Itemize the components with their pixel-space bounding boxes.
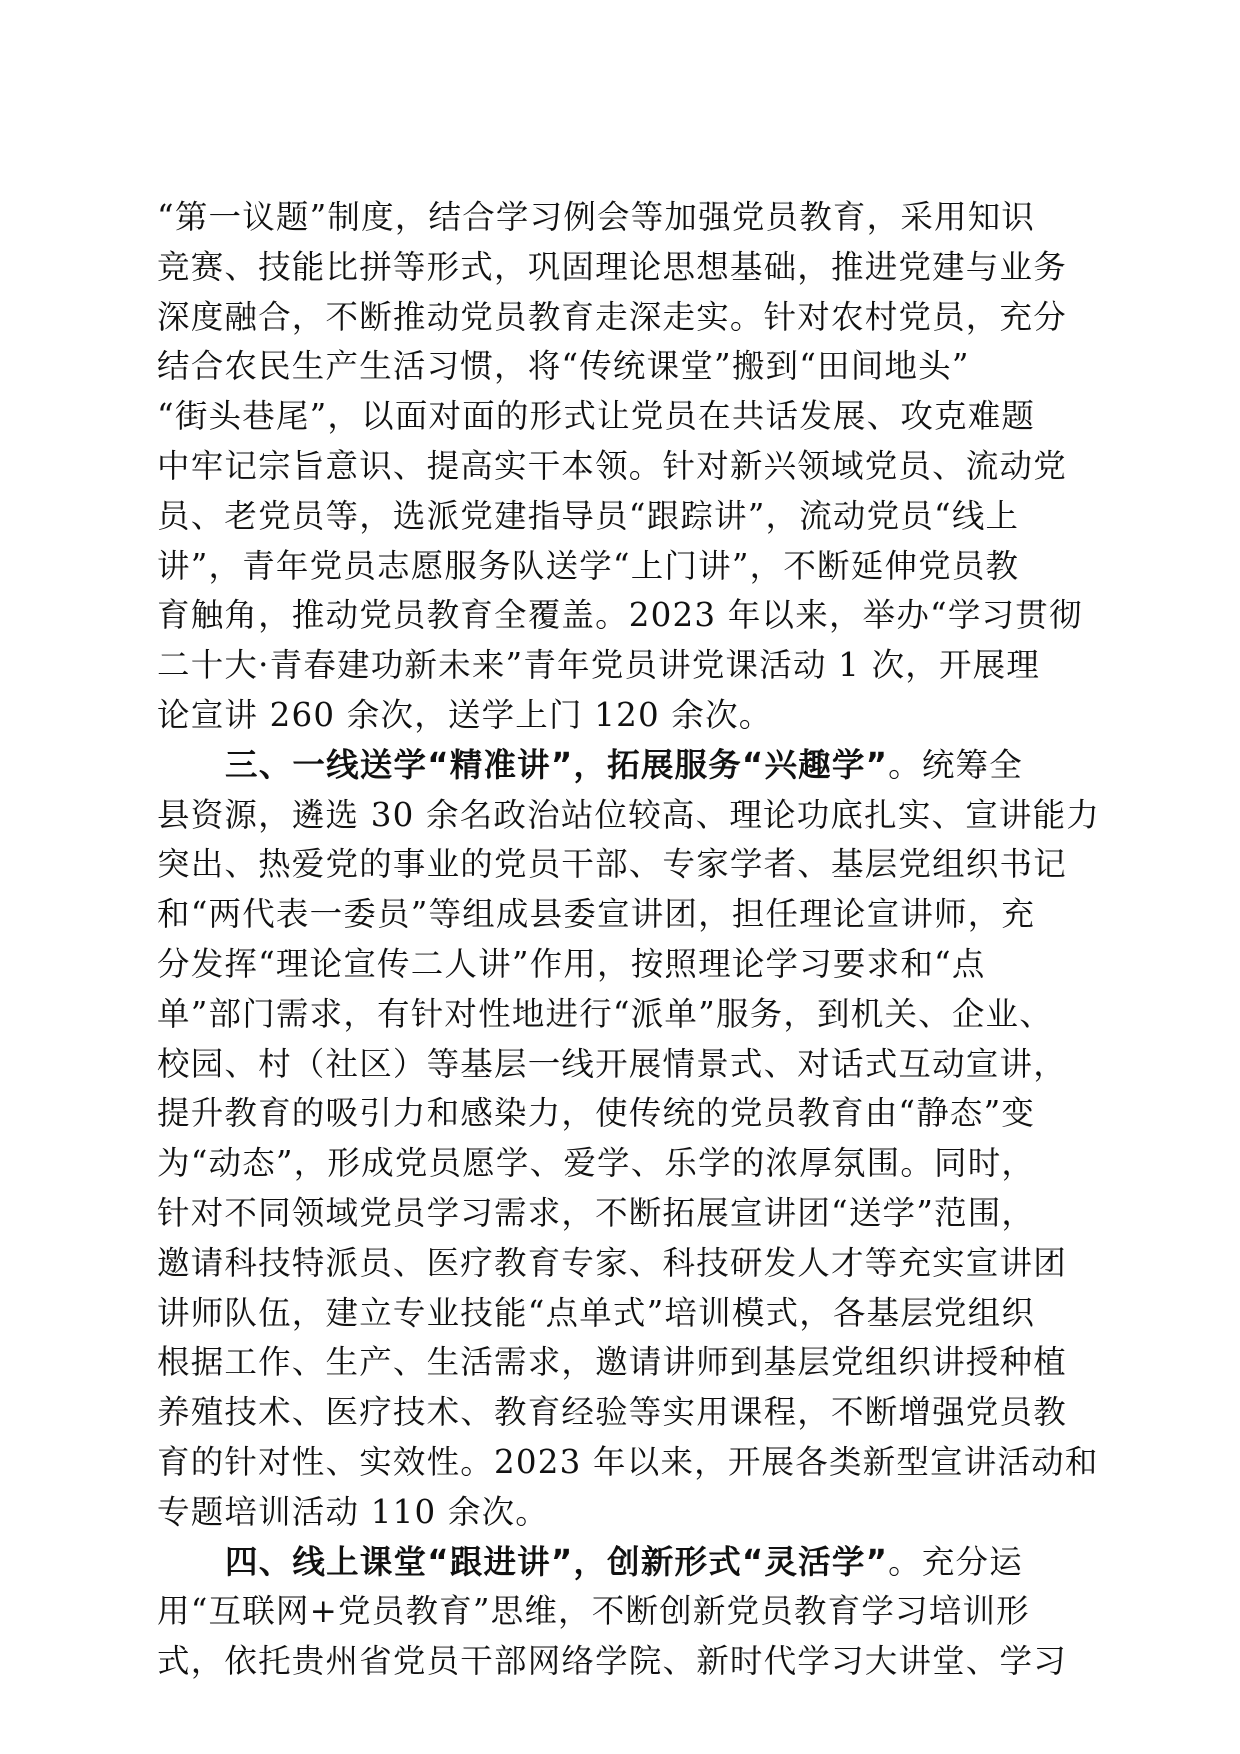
paragraph-section-four (157, 1538, 1097, 1687)
text-line: 式，依托贵州省党员干部网络学院、新时代学习大讲堂、学习 (157, 1642, 1067, 1681)
text-line: 讲师队伍，建立专业技能“点单式”培训模式，各基层党组织 (157, 1293, 1036, 1332)
text-line: 突出、热爱党的事业的党员干部、专家学者、基层党组织书记 (157, 845, 1067, 884)
section-three-heading: 三、一线送学“精准讲”，拓展服务“兴趣学” (225, 745, 889, 784)
text-line: 育触角，推动党员教育全覆盖。2023 年以来，举办“学习贯彻 (157, 596, 1083, 635)
text-line: 单”部门需求，有针对性地进行“派单”服务，到机关、企业、 (157, 994, 1053, 1033)
section-three-heading-rest: 。统筹全 (888, 745, 1023, 784)
text-line: 根据工作、生产、生活需求，邀请讲师到基层党组织讲授种植 (157, 1343, 1067, 1382)
text-line: 论宣讲 260 余次，送学上门 120 余次。 (157, 695, 773, 734)
text-line: 员、老党员等，选派党建指导员“跟踪讲”，流动党员“线上 (157, 496, 1020, 535)
text-line: 为“动态”，形成党员愿学、爱学、乐学的浓厚氛围。同时， (157, 1144, 1036, 1183)
text-line: 育的针对性、实效性。2023 年以来，开展各类新型宣讲活动和 (157, 1442, 1099, 1481)
text-line: 用“互联网+党员教育”思维，不断创新党员教育学习培训形 (157, 1592, 1030, 1631)
section-four-heading: 四、线上课堂“跟进讲”，创新形式“灵活学” (225, 1542, 889, 1581)
text-line: 县资源，遴选 30 余名政治站位较高、理论功底扎实、宣讲能力 (157, 795, 1101, 834)
text-line: 结合农民生产生活习惯，将“传统课堂”搬到“田间地头” (157, 347, 970, 386)
text-line: 和“两代表一委员”等组成县委宣讲团，担任理论宣讲师，充 (157, 895, 1036, 934)
section-four-first-line (157, 1538, 1097, 1588)
text-line: 针对不同领域党员学习需求，不断拓展宣讲团“送学”范围， (157, 1193, 1036, 1232)
text-line: 讲”，青年党员志愿服务队送学“上门讲”，不断延伸党员教 (157, 546, 1020, 585)
text-line: 专题培训活动 110 余次。 (157, 1492, 549, 1531)
paragraph-section-three (157, 741, 1101, 1538)
paragraph-party-education (157, 193, 1097, 741)
document-body (157, 193, 1101, 1687)
text-line: 提升教育的吸引力和感染力，使传统的党员教育由“静态”变 (157, 1094, 1036, 1133)
text-line: 邀请科技特派员、医疗教育专家、科技研发人才等充实宣讲团 (157, 1243, 1067, 1282)
text-line: 分发挥“理论宣传二人讲”作用，按照理论学习要求和“点 (157, 944, 986, 983)
text-line: 竞赛、技能比拼等形式，巩固理论思想基础，推进党建与业务 (157, 247, 1067, 286)
text-line: “第一议题”制度，结合学习例会等加强党员教育，采用知识 (157, 198, 1036, 236)
section-three-first-line (157, 741, 1097, 791)
text-line: 二十大·青春建功新未来”青年党员讲党课活动 1 次，开展理 (157, 646, 1041, 685)
text-line: “街头巷尾”，以面对面的形式让党员在共话发展、攻克难题 (157, 397, 1036, 436)
text-line: 养殖技术、医疗技术、教育经验等实用课程，不断增强党员教 (157, 1393, 1067, 1432)
text-line: 校园、村（社区）等基层一线开展情景式、对话式互动宣讲， (157, 1044, 1067, 1083)
text-line: 深度融合，不断推动党员教育走深走实。针对农村党员，充分 (157, 297, 1067, 336)
section-four-heading-rest: 。充分运 (888, 1542, 1023, 1581)
text-line: 中牢记宗旨意识、提高实干本领。针对新兴领域党员、流动党 (157, 446, 1067, 485)
